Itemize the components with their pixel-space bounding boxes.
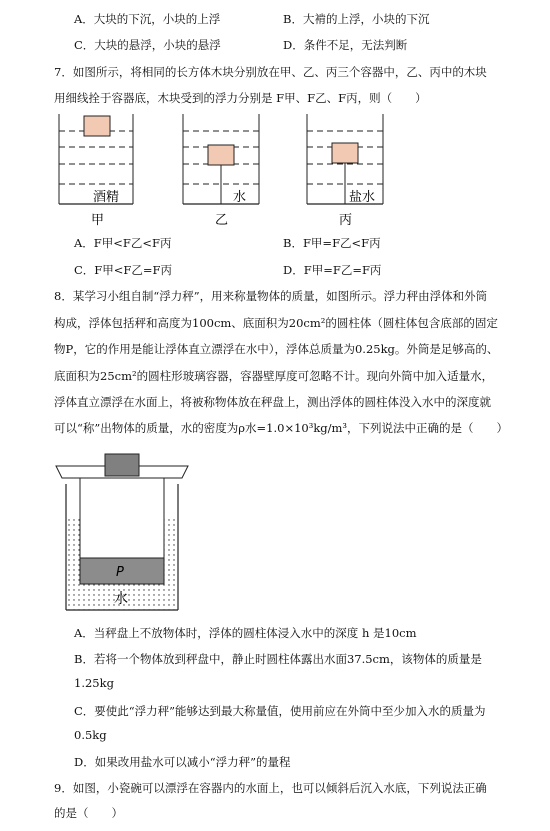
q8-stem-line2: 构成，浮体包括秤和高度为100cm、底面积为20cm²的圆柱体（圆柱体包含底部的固定 [54, 316, 498, 330]
q7-figure [55, 112, 395, 230]
wood-block-yi [208, 145, 234, 165]
q8-option-c-line1: C．要使此“浮力秤”能够达到最大称量值，使用前应在外筒中至少加入水的质量为 [74, 704, 486, 718]
q7-option-c: C．F甲<F乙=F丙 [74, 263, 173, 277]
container-label-bing: 丙 [339, 213, 353, 228]
container-label-yi: 乙 [215, 213, 229, 228]
q8-stem-line5: 浮体直立漂浮在水面上，将被称物体放在秤盘上，测出浮体的圆柱体没入水中的深度就 [54, 395, 491, 409]
wood-block-jia [84, 116, 110, 136]
container-bing [307, 114, 383, 205]
q6-option-d: D．条件不足，无法判断 [283, 38, 408, 52]
q8-stem-line4: 底面积为25cm²的圆柱形玻璃容器，容器壁厚度可忽略不计。现向外筒中加入适量水， [54, 369, 494, 383]
q8-stem-line3: 物P，它的作用是能让浮体直立漂浮在水中），浮体总质量为0.25kg。外筒是足够高的、 [54, 342, 499, 356]
container-label-jia: 甲 [91, 213, 105, 228]
liquid-label-jia: 酒精 [93, 190, 120, 205]
q9-stem-line1: 9．如图，小瓷碗可以漂浮在容器内的水面上，也可以倾斜后沉入水底，下列说法正确 [54, 781, 487, 795]
q8-figure [52, 448, 192, 616]
liquid-label-bing: 盐水 [349, 190, 376, 205]
q6-option-a: A．大块的下沉，小块的上浮 [74, 12, 221, 26]
q8-option-b-line2: 1.25kg [74, 676, 114, 690]
q8-option-d: D．如果改用盐水可以减小“浮力秤”的量程 [74, 755, 291, 769]
q7-stem-line2: 用细线拴于容器底，木块受到的浮力分别是 F甲、F乙、F丙，则（ ） [54, 91, 427, 105]
q7-option-b: B．F甲=F乙<F丙 [283, 236, 381, 250]
label-p: P [116, 565, 124, 580]
q8-stem-line1: 8．某学习小组自制“浮力秤”，用来称量物体的质量，如图所示。浮力秤由浮体和外筒 [54, 289, 488, 303]
container-jia [59, 114, 133, 205]
q8-option-a: A．当秤盘上不放物体时，浮体的圆柱体浸入水中的深度 h 是10cm [74, 626, 417, 640]
liquid-label-yi: 水 [233, 190, 247, 205]
q8-option-c-line2: 0.5kg [74, 728, 107, 742]
wood-block-bing [332, 143, 358, 163]
q7-option-d: D．F甲=F乙=F丙 [283, 263, 382, 277]
q7-stem-line1: 7．如图所示，将相同的长方体木块分别放在甲、乙、丙三个容器中，乙、丙中的木块 [54, 65, 487, 79]
q7-option-a: A．F甲<F乙<F丙 [74, 236, 172, 250]
q8-option-b-line1: B．若将一个物体放到秤盘中，静止时圆柱体露出水面37.5cm，该物体的质量是 [74, 652, 482, 666]
q8-stem-line6: 可以“称”出物体的质量，水的密度为ρ水=1.0×10³kg/m³，下列说法中正确的是（ ） [54, 421, 509, 435]
container-yi [183, 114, 259, 205]
q6-option-b: B．大褃的上浮，小块的下沉 [283, 12, 430, 26]
q9-stem-line2: 的是（ ） [54, 806, 123, 820]
label-water: 水 [114, 591, 128, 607]
q6-option-c: C．大块的悬浮，小块的悬浮 [74, 38, 221, 52]
